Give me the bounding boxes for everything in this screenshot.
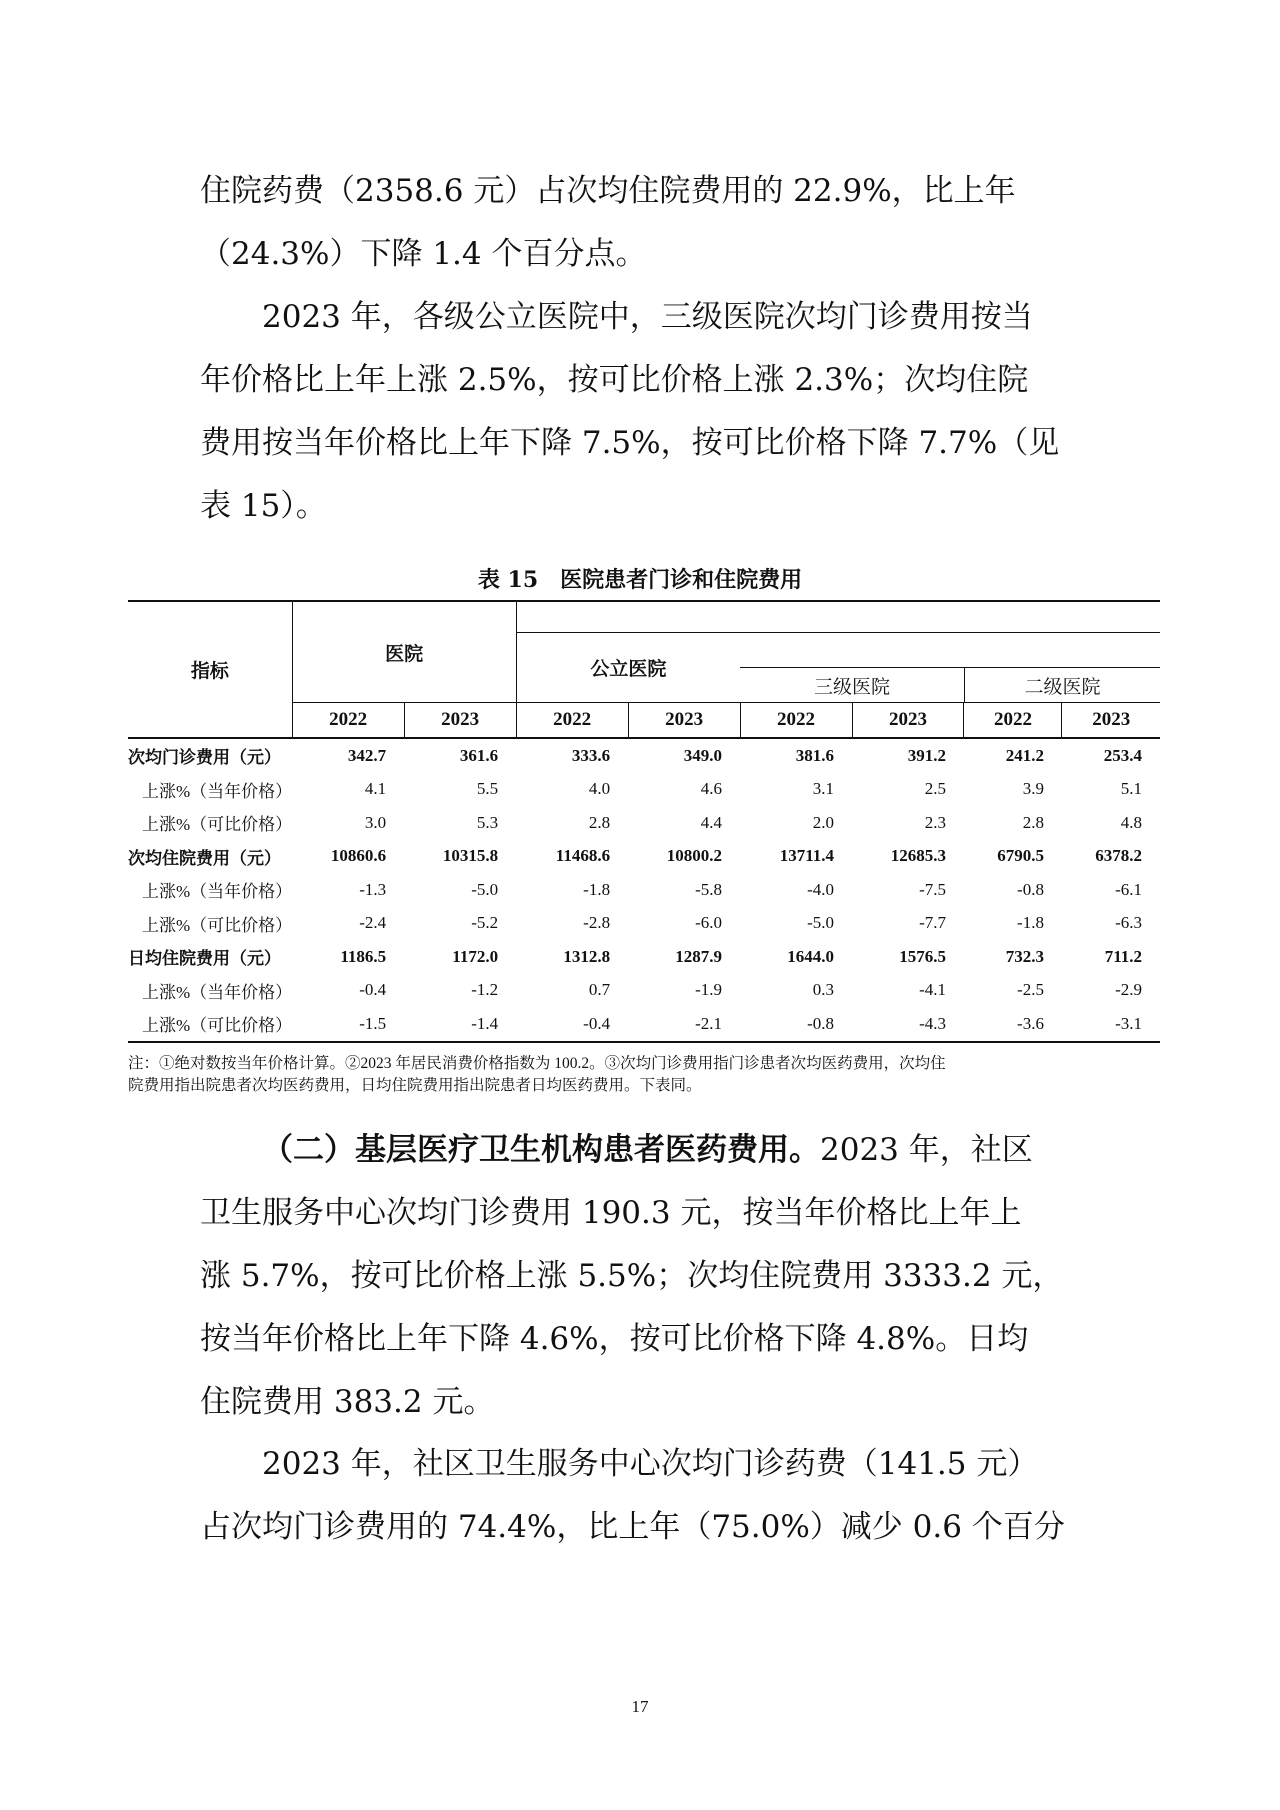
table-cell: 349.0 (683, 745, 723, 765)
header-year: 2022 (964, 703, 1062, 739)
table-cell: 0.3 (812, 980, 835, 1000)
text-line: 2023 年，社区卫生服务中心次均门诊药费（141.5 元） (262, 1446, 1039, 1482)
header-public-hospital: 公立医院 (516, 633, 740, 703)
table-cell: -4.0 (807, 879, 835, 899)
text-line: 占次均门诊费用的 74.4%，比上年（75.0%）减少 0.6 个百分 (200, 1509, 1065, 1545)
header-year: 2023 (1062, 703, 1160, 739)
paragraph-community-drug-cost (200, 1433, 1100, 1559)
table-cell: -0.4 (516, 1007, 628, 1042)
row-label: 日均住院费用（元） (128, 949, 281, 969)
table-cell: 4.4 (700, 812, 723, 832)
text-line: 按当年价格比上年下降 4.6%，按可比价格下降 4.8%。日均 (200, 1321, 1029, 1357)
table-cell: -1.8 (583, 879, 611, 899)
table-row (128, 907, 1160, 941)
text-line (200, 1119, 1100, 1182)
table-cell: -6.1 (1115, 879, 1142, 899)
row-label: 次均住院费用（元） (128, 848, 281, 868)
table-cell: 3.0 (364, 812, 387, 832)
table-cell: -5.2 (471, 913, 499, 933)
header-year: 2022 (740, 703, 852, 739)
text-fragment: 2023 年，社区 (820, 1132, 1033, 1168)
table-cell: 6790.5 (997, 846, 1044, 866)
table-cell: -0.4 (359, 980, 387, 1000)
table-cell: 381.6 (795, 745, 835, 765)
text-line: 住院药费（2358.6 元）占次均住院费用的 22.9%，比上年 (200, 173, 1016, 209)
header-tertiary-hospital: 三级医院 (814, 676, 891, 698)
header-secondary-hospital: 二级医院 (964, 668, 1160, 702)
table-row (128, 840, 1160, 874)
table-cell: 1186.5 (340, 946, 387, 966)
header-year: 2022 (516, 703, 628, 739)
table-row (128, 940, 1160, 974)
table-cell: 2.3 (924, 812, 946, 832)
table-cell: 2.5 (924, 779, 946, 799)
header-year: 2023 (628, 703, 740, 739)
table-cell: 4.0 (588, 779, 611, 799)
table-cell: 711.2 (1104, 946, 1142, 966)
table-row (128, 738, 1160, 773)
table-cell: 13711.4 (779, 846, 835, 866)
table-cell: -2.9 (1115, 980, 1142, 1000)
section-heading: （二）基层医疗卫生机构患者医药费用。 (262, 1132, 820, 1168)
table-row (128, 773, 1160, 807)
table-note (128, 1053, 1168, 1097)
table-cell: -2.4 (359, 913, 387, 933)
table-cell: -0.8 (1017, 879, 1044, 899)
paragraph-public-hospital-costs (200, 286, 1100, 538)
text-line: 卫生服务中心次均门诊费用 190.3 元，按当年价格比上年上 (200, 1195, 1022, 1231)
table-cell: -1.4 (404, 1007, 516, 1042)
table-cell: -4.3 (852, 1007, 964, 1042)
header-spacer (516, 601, 1160, 633)
table-cell: -6.0 (695, 913, 723, 933)
table-cell: 2.0 (812, 812, 835, 832)
row-label: 上涨%（当年价格） (142, 982, 293, 1002)
table-cell: 361.6 (459, 745, 499, 765)
table-cell: 4.6 (700, 779, 723, 799)
table-cell: 241.2 (1005, 745, 1044, 765)
text-line: 涨 5.7%，按可比价格上涨 5.5%；次均住院费用 3333.2 元， (200, 1258, 1064, 1294)
table-cell: -1.8 (1017, 913, 1044, 933)
table-cell: 2.8 (1022, 812, 1044, 832)
header-year: 2023 (404, 703, 516, 739)
table-cell: 5.3 (476, 812, 499, 832)
row-label: 次均门诊费用（元） (128, 748, 281, 768)
table-row (128, 873, 1160, 907)
table-cell: -2.5 (1017, 980, 1044, 1000)
header-indicator: 指标 (128, 601, 292, 738)
page-number: 17 (631, 1697, 649, 1716)
table-cell: 391.2 (907, 745, 946, 765)
table-cell: 253.4 (1103, 745, 1142, 765)
table-cell: -3.6 (964, 1007, 1062, 1042)
table-cell: 10860.6 (330, 846, 387, 866)
table-cell: -4.1 (919, 980, 946, 1000)
table-cell: 0.7 (588, 980, 611, 1000)
row-label: 上涨%（可比价格） (128, 1007, 292, 1042)
table-cell: -7.5 (919, 879, 946, 899)
text-line: 表 15）。 (200, 488, 327, 524)
row-label: 上涨%（当年价格） (142, 781, 293, 801)
table-cell: 5.5 (476, 779, 499, 799)
table-cell: 4.1 (364, 779, 387, 799)
table-cell: 1312.8 (563, 946, 611, 966)
header-year: 2022 (292, 703, 404, 739)
note-line: 注：①绝对数按当年价格计算。②2023 年居民消费价格指数为 100.2。③次均门诊费用指门诊患者次均医药费用，次均住 (128, 1055, 946, 1072)
table-cell: -6.3 (1115, 913, 1142, 933)
row-label: 上涨%（当年价格） (142, 882, 293, 902)
table-cell: -2.8 (583, 913, 611, 933)
table-row (128, 1007, 1160, 1042)
table-cell: -0.8 (740, 1007, 852, 1042)
table-cell: -1.3 (359, 879, 387, 899)
table-cell: 3.9 (1022, 779, 1044, 799)
table-cell: -5.0 (807, 913, 835, 933)
text-line: （24.3%）下降 1.4 个百分点。 (200, 236, 647, 272)
table-cell: -5.0 (471, 879, 499, 899)
table-cell: 1287.9 (675, 946, 723, 966)
paragraph-inpatient-drug-cost (200, 160, 1100, 286)
table-title: 表 15 医院患者门诊和住院费用 (477, 567, 803, 593)
table-cell: -1.9 (695, 980, 723, 1000)
table-cell: 1644.0 (787, 946, 835, 966)
table-cell: 6378.2 (1095, 846, 1142, 866)
table-cell: 732.3 (1005, 946, 1044, 966)
text-line: 费用按当年价格比上年下降 7.5%，按可比价格下降 7.7%（见 (200, 425, 1060, 461)
table-cell: -7.7 (919, 913, 946, 933)
table-cell: 4.8 (1120, 812, 1142, 832)
text-line: 2023 年，各级公立医院中，三级医院次均门诊费用按当 (262, 299, 1033, 335)
table-row (128, 974, 1160, 1008)
table-cell: -2.1 (628, 1007, 740, 1042)
paragraph-primary-care-costs (200, 1119, 1100, 1434)
table-cell: -1.2 (471, 980, 499, 1000)
table-cell: 3.1 (812, 779, 835, 799)
table-row (128, 806, 1160, 840)
table-cell: 342.7 (347, 745, 387, 765)
table-cell: 2.8 (588, 812, 611, 832)
table-cell: 12685.3 (890, 846, 946, 866)
hospital-cost-table (128, 600, 1160, 1043)
table-cell: 1172.0 (452, 946, 499, 966)
table-cell: -1.5 (292, 1007, 404, 1042)
row-label: 上涨%（可比价格） (142, 915, 293, 935)
table-cell: 11468.6 (555, 846, 611, 866)
table-cell: 333.6 (571, 745, 611, 765)
text-line: 住院费用 383.2 元。 (200, 1384, 495, 1420)
table-cell: 5.1 (1120, 779, 1142, 799)
row-label: 上涨%（可比价格） (142, 815, 293, 835)
header-year: 2023 (852, 703, 964, 739)
text-line: 年价格比上年上涨 2.5%，按可比价格上涨 2.3%；次均住院 (200, 362, 1029, 398)
table-cell: 1576.5 (899, 946, 946, 966)
table-cell: 10315.8 (442, 846, 499, 866)
note-line: 院费用指出院患者次均医药费用，日均住院费用指出院患者日均医药费用。下表同。 (128, 1077, 702, 1094)
header-hospital: 医院 (292, 601, 516, 703)
table-cell: 10800.2 (666, 846, 723, 866)
table-cell: -5.8 (695, 879, 723, 899)
table-cell: -3.1 (1062, 1007, 1160, 1042)
